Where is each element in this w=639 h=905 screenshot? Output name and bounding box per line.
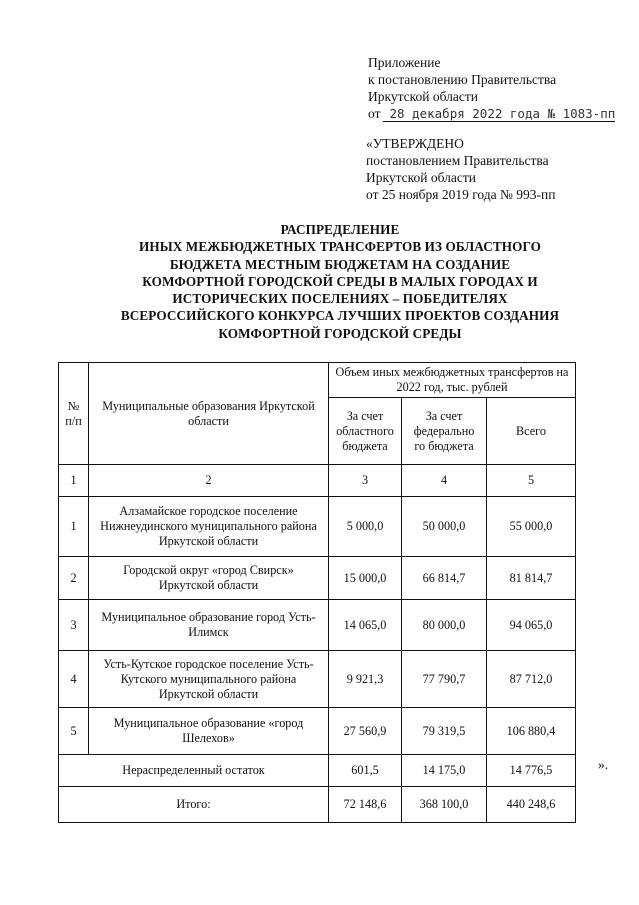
title-line: ИСТОРИЧЕСКИХ ПОСЕЛЕНИЯХ – ПОБЕДИТЕЛЯХ xyxy=(172,291,508,307)
row-regional: 27 560,9 xyxy=(329,708,402,755)
grand-total-row xyxy=(59,787,576,823)
row-number: 1 xyxy=(59,497,89,557)
row-municipality: Городской округ «город Свирск» Иркутской области xyxy=(89,557,329,600)
header-regional-budget: За счет областного бюджета xyxy=(329,398,402,465)
column-index-row xyxy=(59,465,576,497)
row-regional: 5 000,0 xyxy=(329,497,402,557)
column-index: 4 xyxy=(402,465,487,497)
row-federal: 66 814,7 xyxy=(402,557,487,600)
appendix-date-value: 28 декабря 2022 года № 1083-пп xyxy=(383,107,615,122)
row-municipality: Усть-Кутское городское поселение Усть-Кутского муниципального района Иркутской области xyxy=(89,651,329,708)
table-header-row xyxy=(59,363,576,398)
appendix-label: Приложение xyxy=(368,55,441,70)
row-number: 4 xyxy=(59,651,89,708)
appendix-date-line xyxy=(368,105,615,122)
table-row xyxy=(59,497,576,557)
appendix-region-line: Иркутской области xyxy=(368,89,479,104)
header-municipality: Муниципальные образования Иркутской области xyxy=(89,363,329,465)
header-total: Всего xyxy=(487,398,576,465)
title-line: ИНЫХ МЕЖБЮДЖЕТНЫХ ТРАНСФЕРТОВ ИЗ ОБЛАСТНОГО xyxy=(139,239,541,255)
column-index: 3 xyxy=(329,465,402,497)
title-line: РАСПРЕДЕЛЕНИЕ xyxy=(280,222,400,237)
title-line: КОМФОРТНОЙ ГОРОДСКОЙ СРЕДЫ xyxy=(218,325,462,341)
appendix-ot-label: от xyxy=(368,106,381,121)
header-number-symbol: № xyxy=(67,398,80,413)
grand-total-total: 440 248,6 xyxy=(487,787,576,823)
row-total: 81 814,7 xyxy=(487,557,576,600)
remainder-label: Нераспределенный остаток xyxy=(59,755,329,787)
table-row xyxy=(59,708,576,755)
header-federal-budget: За счет федерально го бюджета xyxy=(402,398,487,465)
remainder-total: 14 776,5 xyxy=(487,755,576,787)
row-municipality: Алзамайское городское поселение Нижнеудинского муниципального района Иркутской области xyxy=(89,497,329,557)
row-total: 87 712,0 xyxy=(487,651,576,708)
distribution-table xyxy=(58,362,576,823)
row-total: 106 880,4 xyxy=(487,708,576,755)
approved-header xyxy=(366,135,555,203)
row-number: 5 xyxy=(59,708,89,755)
row-total: 94 065,0 xyxy=(487,600,576,651)
approved-region-line: Иркутской области xyxy=(366,170,477,185)
table-row xyxy=(59,651,576,708)
title-line: КОМФОРТНОЙ ГОРОДСКОЙ СРЕДЫ В МАЛЫХ ГОРОДАХ И xyxy=(142,273,538,289)
row-federal: 80 000,0 xyxy=(402,600,487,651)
row-municipality: Муниципальное образование город Усть-Илимск xyxy=(89,600,329,651)
grand-total-regional: 72 148,6 xyxy=(329,787,402,823)
title-line: БЮДЖЕТА МЕСТНЫМ БЮДЖЕТАМ НА СОЗДАНИЕ xyxy=(169,256,511,272)
table-row xyxy=(59,557,576,600)
row-federal: 79 319,5 xyxy=(402,708,487,755)
row-number: 2 xyxy=(59,557,89,600)
table-row xyxy=(59,600,576,651)
appendix-header xyxy=(368,54,615,122)
header-number-abbr: п/п xyxy=(65,413,82,428)
title-line: ВСЕРОССИЙСКОГО КОНКУРСА ЛУЧШИХ ПРОЕКТОВ СОЗДАНИЯ xyxy=(120,308,560,324)
header-volume-group: Объем иных межбюджетных трансфертов на 2022 год, тыс. рублей xyxy=(329,363,576,398)
row-federal: 77 790,7 xyxy=(402,651,487,708)
closing-quote: ». xyxy=(598,757,609,772)
remainder-row xyxy=(59,755,576,787)
row-total: 55 000,0 xyxy=(487,497,576,557)
appendix-resolution-line: к постановлению Правительства xyxy=(368,72,557,87)
row-regional: 15 000,0 xyxy=(329,557,402,600)
header-number xyxy=(59,363,89,465)
remainder-regional: 601,5 xyxy=(329,755,402,787)
column-index: 1 xyxy=(59,465,89,497)
row-municipality: Муниципальное образование «город Шелехов» xyxy=(89,708,329,755)
approved-date-line: от 25 ноября 2019 года № 993-пп xyxy=(366,187,556,202)
row-number: 3 xyxy=(59,600,89,651)
document-title xyxy=(60,221,620,342)
approved-label: «УТВЕРЖДЕНО xyxy=(366,136,464,151)
approved-resolution-line: постановлением Правительства xyxy=(366,153,549,168)
column-index: 5 xyxy=(487,465,576,497)
row-regional: 9 921,3 xyxy=(329,651,402,708)
row-regional: 14 065,0 xyxy=(329,600,402,651)
column-index: 2 xyxy=(89,465,329,497)
grand-total-label: Итого: xyxy=(59,787,329,823)
remainder-federal: 14 175,0 xyxy=(402,755,487,787)
row-federal: 50 000,0 xyxy=(402,497,487,557)
grand-total-federal: 368 100,0 xyxy=(402,787,487,823)
